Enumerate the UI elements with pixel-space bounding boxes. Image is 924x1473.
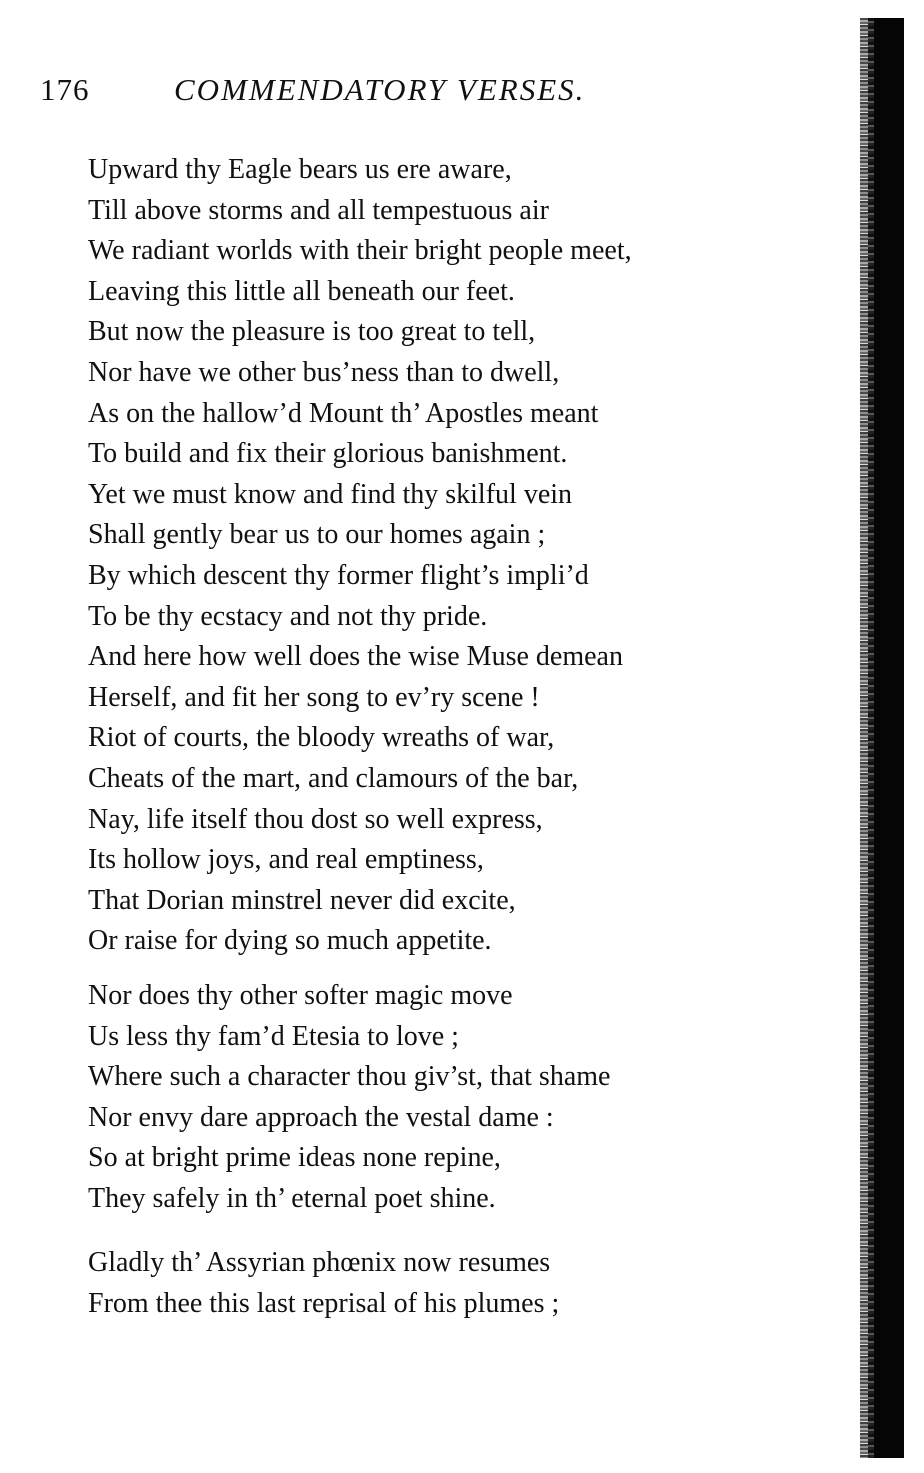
verse-line: Nay, life itself thou dost so well express,: [88, 803, 543, 835]
verse-line: To be thy ecstacy and not thy pride.: [88, 600, 488, 632]
verse-line: Till above storms and all tempestuous air: [88, 194, 549, 226]
verse-line: As on the hallow’d Mount th’ Apostles meant: [88, 397, 599, 429]
verse-line: Nor envy dare approach the vestal dame :: [88, 1101, 554, 1133]
verse-line: Yet we must know and find thy skilful vein: [88, 478, 573, 510]
verse-line: Or raise for dying so much appetite.: [88, 925, 492, 957]
verse-line: And here how well does the wise Muse demean: [88, 641, 623, 673]
page-number: 176: [40, 72, 90, 107]
verse-line: From thee this last reprisal of his plumes ;: [88, 1287, 560, 1319]
verse-line: Nor have we other bus’ness than to dwell,: [88, 356, 560, 388]
verse-line: Its hollow joys, and real emptiness,: [88, 844, 484, 876]
verse-line: Upward thy Eagle bears us ere aware,: [88, 154, 512, 185]
verse-line: That Dorian minstrel never did excite,: [88, 884, 516, 916]
verse-line: By which descent thy former flight’s impli’d: [88, 559, 589, 591]
verse-line: To build and fix their glorious banishment.: [88, 438, 568, 470]
verse-line: So at bright prime ideas none repine,: [88, 1142, 501, 1174]
binding-edge-core: [874, 18, 904, 1458]
stanza: [88, 1243, 828, 1324]
verse-line: Riot of courts, the bloody wreaths of war,: [88, 722, 555, 754]
stanza: [88, 150, 828, 962]
verse-line: Gladly th’ Assyrian phœnix now resumes: [88, 1247, 551, 1278]
verse-line: Us less thy fam’d Etesia to love ;: [88, 1020, 459, 1052]
verse-line: Herself, and fit her song to ev’ry scene !: [88, 681, 540, 713]
verse-line: Shall gently bear us to our homes again ;: [88, 519, 546, 551]
verse-line: Cheats of the mart, and clamours of the bar,: [88, 762, 579, 794]
running-title: COMMENDATORY VERSES.: [174, 72, 586, 107]
stanza: [88, 976, 828, 1220]
page-binding-edge: [860, 18, 912, 1458]
verse-line: Nor does thy other softer magic move: [88, 980, 513, 1011]
running-header: [40, 72, 740, 116]
verse-line: Where such a character thou giv’st, that shame: [88, 1061, 611, 1093]
verse-line: They safely in th’ eternal poet shine.: [88, 1182, 496, 1214]
verse-line: But now the pleasure is too great to tell,: [88, 316, 536, 348]
verse-line: We radiant worlds with their bright people meet,: [88, 235, 632, 267]
verse-line: Leaving this little all beneath our feet.: [88, 275, 515, 307]
